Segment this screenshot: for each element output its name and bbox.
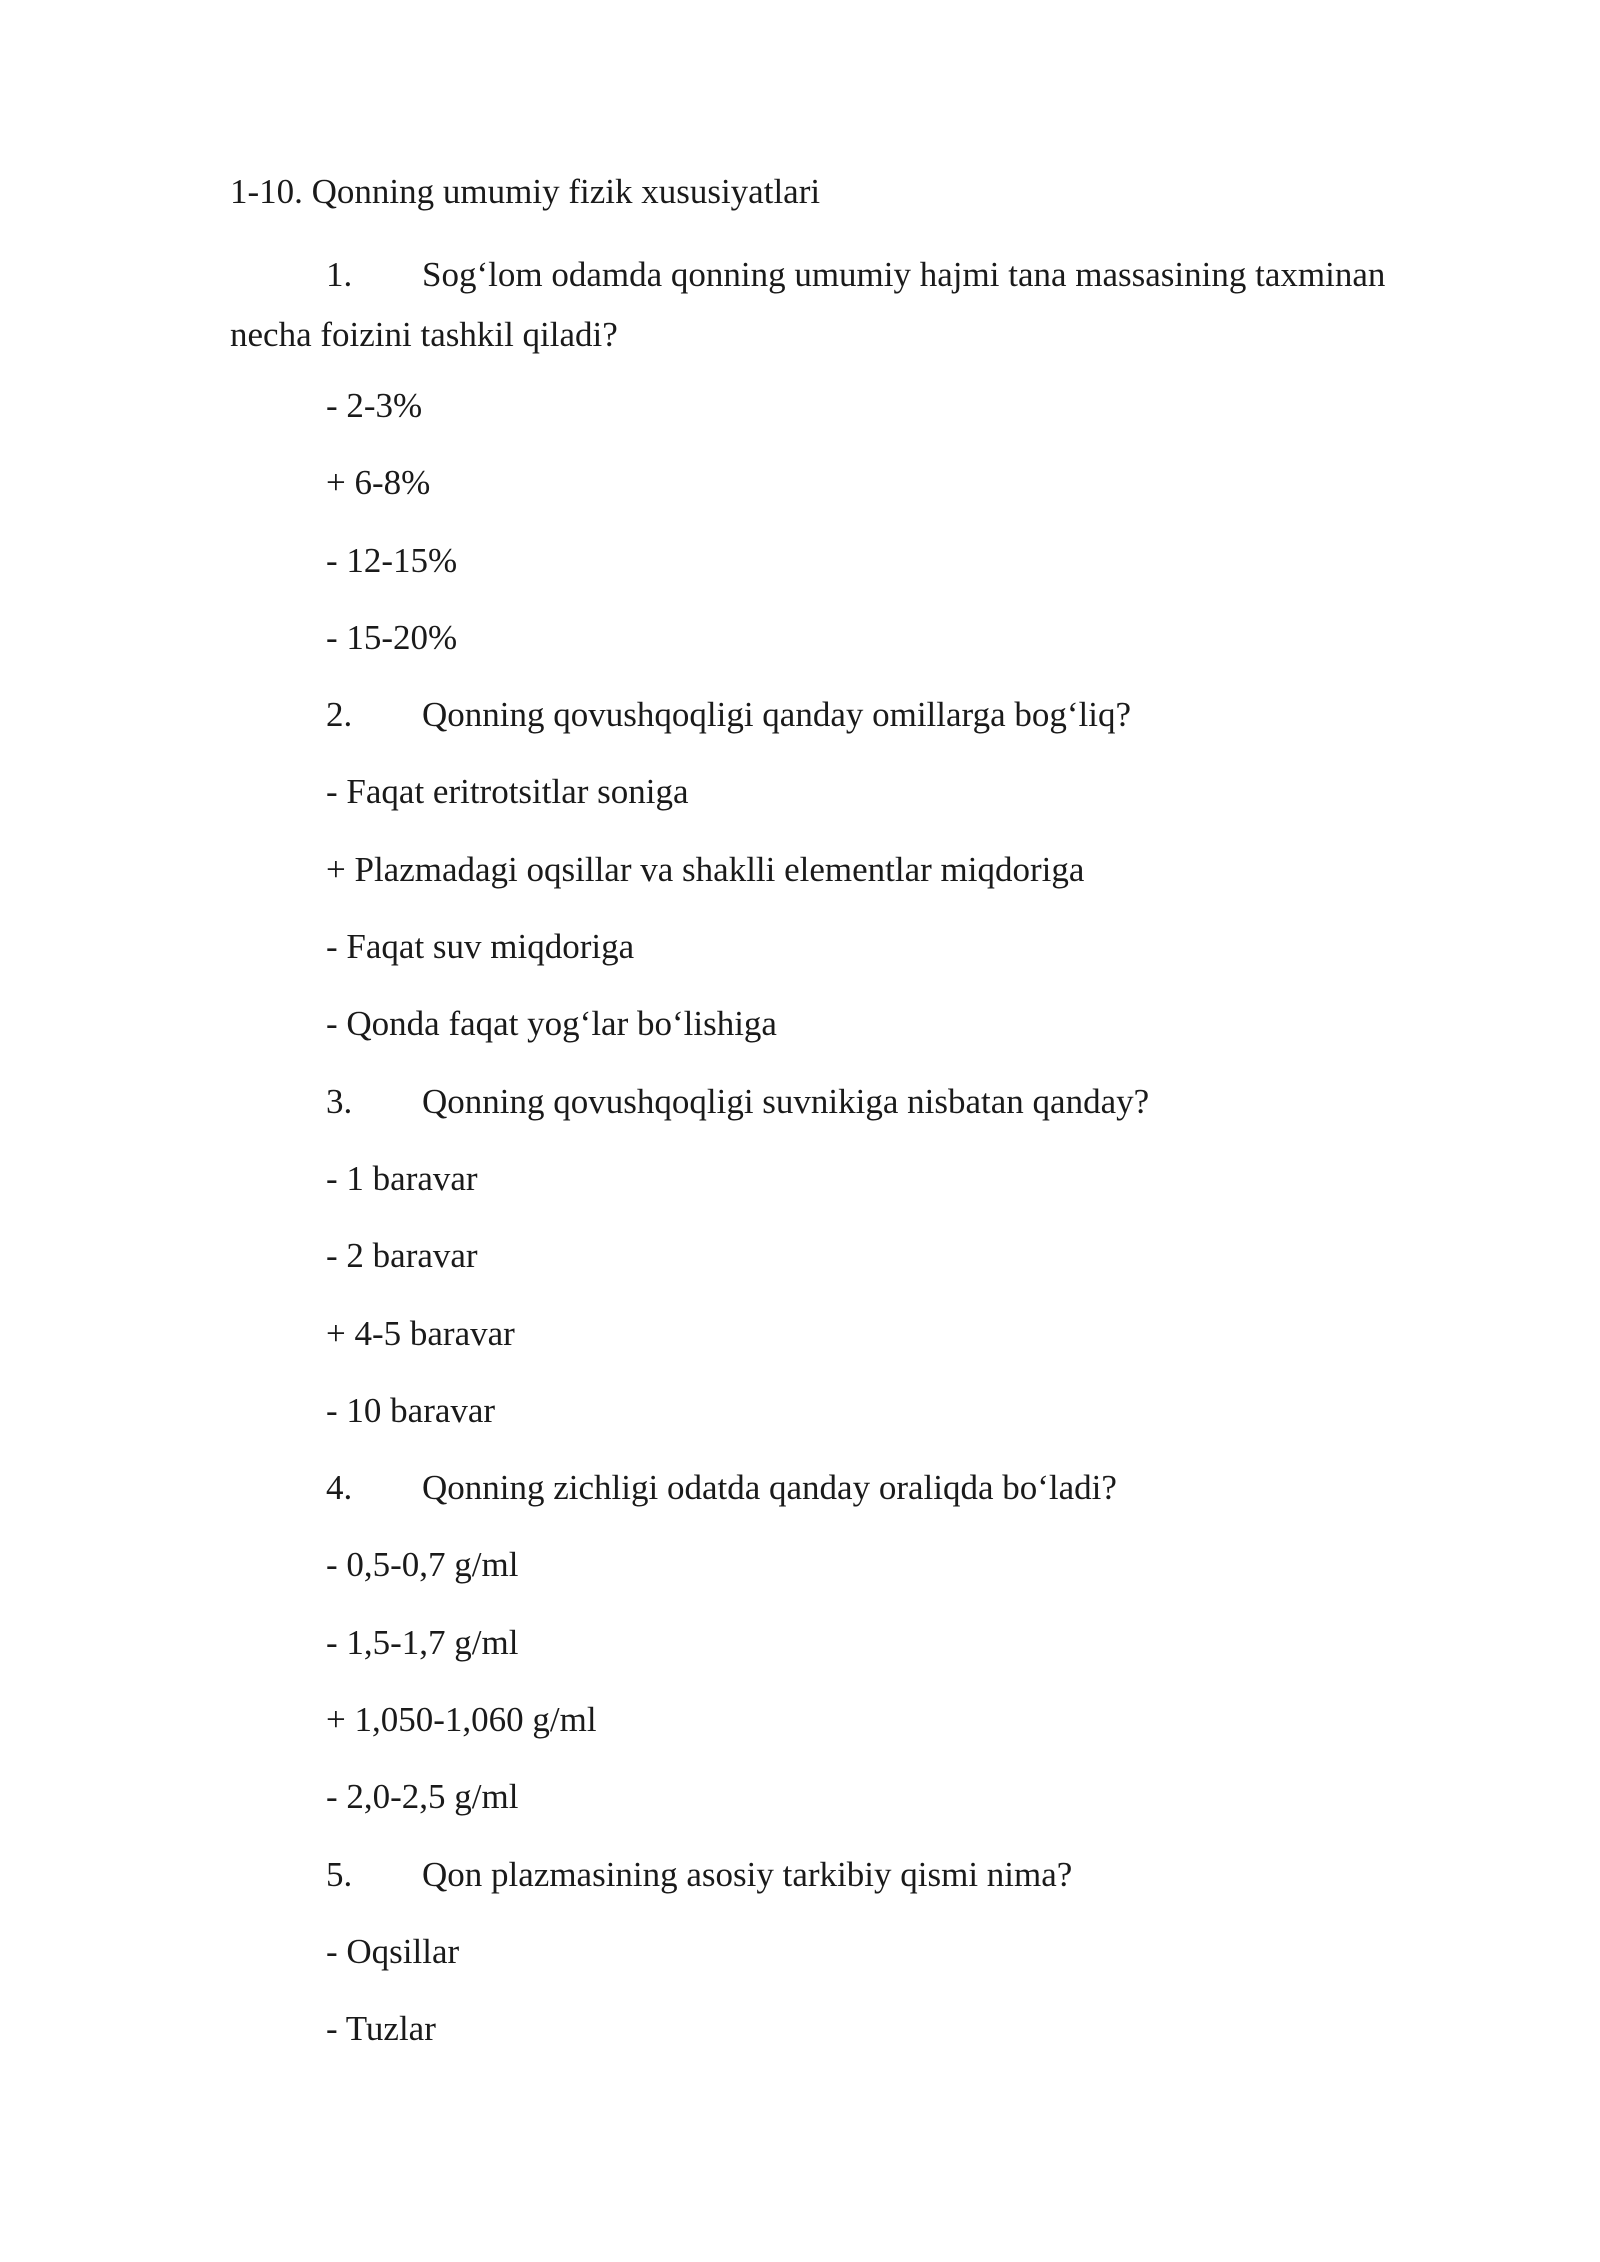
question-3-text: Qonning qovushqoqligi suvnikiga nisbatan qanday? (422, 1081, 1150, 1121)
question-5-option-b: - Tuzlar (326, 2009, 436, 2049)
question-4-number: 4. (326, 1468, 353, 1508)
question-3-option-a: - 1 baravar (326, 1158, 478, 1198)
question-5-option-a: - Oqsillar (326, 1931, 460, 1971)
question-1-number: 1. (326, 255, 353, 294)
question-3-option-b: - 2 baravar (326, 1236, 478, 1276)
question-2-option-a: - Faqat eritrotsitlar soniga (326, 772, 689, 812)
question-3-option-d: - 10 baravar (326, 1390, 496, 1430)
question-2-option-b: + Plazmadagi oqsillar va shaklli elementlar miqdoriga (326, 849, 1085, 889)
question-2-option-d: - Qonda faqat yog‘lar bo‘lishiga (326, 1004, 777, 1044)
question-3-number: 3. (326, 1081, 353, 1121)
question-2-option-c: - Faqat suv miqdoriga (326, 927, 635, 967)
question-1-option-d: - 15-20% (326, 617, 458, 657)
question-4-option-d: - 2,0-2,5 g/ml (326, 1777, 519, 1817)
question-5-number: 5. (326, 1854, 353, 1894)
question-1 (230, 245, 1470, 365)
question-4-option-a: - 0,5-0,7 g/ml (326, 1545, 519, 1585)
question-4-text: Qonning zichligi odatda qanday oraliqda bo‘ladi? (422, 1468, 1117, 1508)
question-1-option-c: - 12-15% (326, 540, 458, 580)
question-3 (326, 1078, 1149, 1155)
question-4-option-b: - 1,5-1,7 g/ml (326, 1622, 519, 1662)
question-4 (326, 1464, 1149, 1541)
question-list (326, 382, 1149, 2083)
question-1-text: Sog‘lom odamda qonning umumiy hajmi tana massasining taxminan necha foizini tashkil qiladi? (230, 255, 1386, 354)
question-4-option-c: + 1,050-1,060 g/ml (326, 1700, 597, 1740)
question-1-option-b: + 6-8% (326, 463, 431, 503)
question-2 (326, 691, 1149, 768)
question-1-option-a: - 2-3% (326, 386, 423, 425)
section-heading: 1-10. Qonning umumiy fizik xususiyatlari (230, 172, 821, 211)
question-2-number: 2. (326, 695, 353, 735)
question-2-text: Qonning qovushqoqligi qanday omillarga bog‘liq? (422, 695, 1131, 735)
question-5 (326, 1851, 1149, 1928)
question-3-option-c: + 4-5 baravar (326, 1313, 515, 1353)
question-5-text: Qon plazmasining asosiy tarkibiy qismi nima? (422, 1854, 1073, 1894)
